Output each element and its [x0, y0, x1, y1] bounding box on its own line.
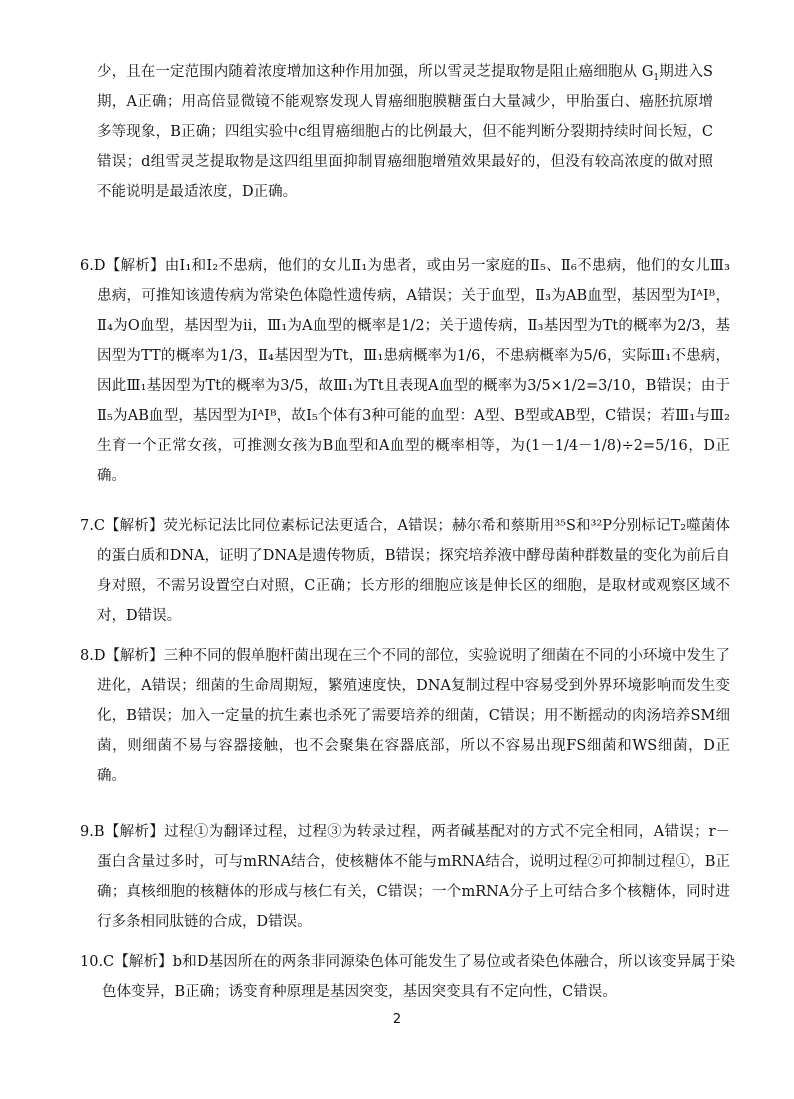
paragraph-q5-text-a: 少，且在一定范围内随着浓度增加这种作用加强，所以雪灵芝提取物是阻止癌细胞从 G: [97, 64, 654, 80]
paragraph-q10-answer: 10.C【解析】b和D基因所在的两条非同源染色体可能发生了易位或者染色体融合，所以该变异属于染色体变异，B正确；诱变育种原理是基因突变，基因突变具有不定向性，C错误。: [80, 954, 735, 1000]
paragraph-q6-answer: 6.D【解析】由Ⅰ₁和Ⅰ₂不患病，他们的女儿Ⅱ₁为患者，或由另一家庭的Ⅱ₅、Ⅱ₆不患病，他们的女儿Ⅲ₃患病，可推知该遗传病为常染色体隐性遗传病，A错误；关于血型，Ⅱ₃为AB血型，基因型为IᴬIᴮ，Ⅱ₄为O血型，基因型为ii，Ⅲ₁为A血型的概率是1/2；关于遗传病，Ⅱ₃基因型为Tt的概率为2/3，基因型为TT的概率为1/3，Ⅱ₄基因型为Tt，Ⅲ₁患病概率为1/6，不患病概率为5/6，实际Ⅲ₁不患病，因此Ⅲ₁基因型为Tt的概率为3/5，故Ⅲ₁为Tt且表现A血型的概率为3/5×1/2=3/10，B错误；由于Ⅱ₅为AB血型，基因型为IᴬIᴮ，故Ⅰ₅个体有3种可能的血型：A型、B型或AB型，C错误；若Ⅲ₁与Ⅲ₂生育一个正常女孩，可推测女孩为B血型和A血型的概率相等，为(1－1/4－1/8)÷2=5/16，D正确。: [80, 258, 730, 484]
paragraph-q5-text-b: 期进入S期，A正确；用高倍显微镜不能观察发现人胃癌细胞膜糖蛋白大量减少，甲胎蛋白、癌胚抗原增多等现象，B正确；四组实验中c组胃癌细胞占的比例最大，但不能判断分裂期持续时间长短，C错误；d组雪灵芝提取物是这四组里面抑制胃癌细胞增殖效果最好的，但没有较高浓度的做对照不能说明是最适浓度，D正确。: [97, 64, 713, 200]
paragraph-q9-answer: 9.B【解析】过程①为翻译过程，过程③为转录过程，两者碱基配对的方式不完全相同，A错误；r－蛋白含量过多时，可与mRNA结合，使核糖体不能与mRNA结合，说明过程②可抑制过程①，B正确；真核细胞的核糖体的形成与核仁有关，C错误；一个mRNA分子上可结合多个核糖体，同时进行多条相同肽链的合成，D错误。: [80, 824, 730, 930]
paragraph-q8-answer: 8.D【解析】三种不同的假单胞杆菌出现在三个不同的部位，实验说明了细菌在不同的小环境中发生了进化，A错误；细菌的生命周期短，繁殖速度快，DNA复制过程中容易受到外界环境影响而发生变化，B错误；加入一定量的抗生素也杀死了需要培养的细菌，C错误；用不断摇动的肉汤培养SM细菌，则细菌不易与容器接触，也不会聚集在容器底部，所以不容易出现FS细菌和WS细菌，D正确。: [80, 648, 730, 784]
paragraph-q5-continuation: [97, 57, 713, 207]
paragraph-q7-answer: 7.C【解析】荧光标记法比同位素标记法更适合，A错误；赫尔希和蔡斯用³⁵S和³²P分别标记T₂噬菌体的蛋白质和DNA，证明了DNA是遗传物质，B错误；探究培养液中酵母菌种群数量的变化为前后自身对照，不需另设置空白对照，C正确；长方形的细胞应该是伸长区的细胞，是取材或观察区域不对，D错误。: [80, 518, 730, 624]
page-number: 2: [392, 1012, 402, 1027]
subscript-g1: 1: [653, 72, 660, 83]
